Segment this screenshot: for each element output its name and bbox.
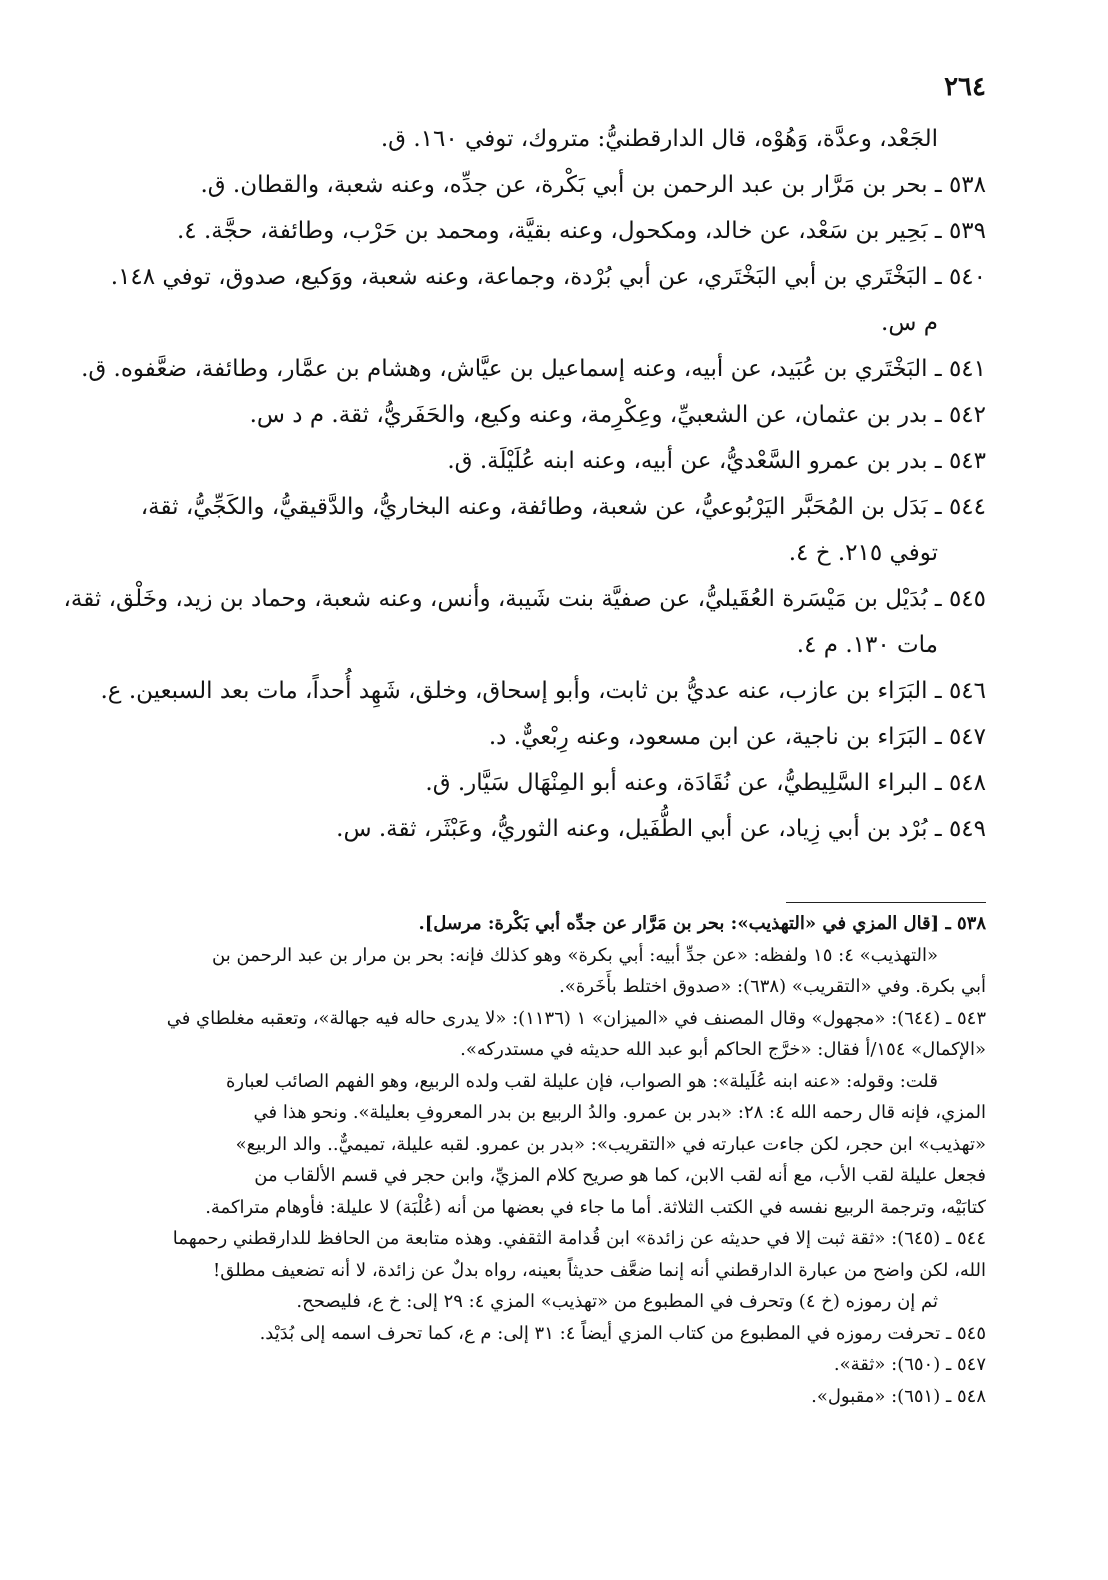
entry-line: ٥٤٢ ـ بدر بن عثمان، عن الشعبيِّ، وعِكْرِمة، وعنه وكيع، والحَفَريُّ، ثقة. م د س. (249, 402, 986, 428)
entry-line: الجَعْد، وعدَّة، وَهُوْه، قال الدارقطنيُّ: متروك، توفي ١٦٠. ق. (380, 126, 938, 152)
entry-line: ٥٤٩ ـ بُرْد بن أبي زِياد، عن أبي الطُّفَيل، وعنه الثوريُّ، وعَبْثَر، ثقة. س. (336, 816, 986, 842)
footnote-line: «التهذيب» ٤: ١٥ ولفظه: «عن جدِّ أبيه: أبي بكرة» وهو كذلك فإنه: بحر بن مرار بن عبد الرحمن بن (212, 944, 938, 966)
entry-line: ٥٤١ ـ البَخْتَري بن عُبَيد، عن أبيه، وعنه إسماعيل بن عيَّاش، وهشام بن عمَّار، وطائفة، ضعَّفوه. ق. (81, 356, 986, 382)
entry-line: ٥٤٠ ـ البَخْتَري بن أبي البَخْتَري، عن أبي بُرْدة، وجماعة، وعنه شعبة، ووَكيع، صدوق، توفي ١٤٨. (110, 264, 986, 290)
entry-line: توفي ٢١٥. خ ٤. (788, 540, 938, 566)
footnote-line: «تهذيب» ابن حجر، لكن جاءت عبارته في «التقريب»: «بدر بن عمرو. لقبه عليلة، تميميٌّ.. والد الربيع» (235, 1133, 986, 1155)
footnote-line: كتابَيْه، وترجمة الربيع نفسه في الكتب الثلاثة. أما ما جاء في بعضها من أنه (عُلْبَة) لا عليلة: فأوهام متراكمة. (205, 1196, 986, 1218)
footnote-line: ٥٤٨ ـ (٦٥١): «مقبول». (811, 1385, 986, 1407)
entry-line: ٥٣٨ ـ بحر بن مَرَّار بن عبد الرحمن بن أبي بَكْرة، عن جدِّه، وعنه شعبة، والقطان. ق. (200, 172, 986, 198)
entry-line: ٥٣٩ ـ بَحِير بن سَعْد، عن خالد، ومكحول، وعنه بقيَّة، ومحمد بن حَرْب، وطائفة، حجَّة. ٤. (176, 218, 986, 244)
footnote-line: ٥٤٤ ـ (٦٤٥): «ثقة ثبت إلا في حديثه عن زائدة» ابن قُدامة الثقفي. وهذه متابعة من الحافظ للدارقطني رحمهما (172, 1228, 986, 1249)
entry-line: ٥٤٤ ـ بَدَل بن المُحَبَّر اليَرْبُوعيُّ، عن شعبة، وطائفة، وعنه البخاريُّ، والدَّقيقيُّ، والكَجِّيُّ، ثقة، (140, 494, 986, 520)
footnote-line: المزي، فإنه قال رحمه الله ٤: ٢٨: «بدر بن عمرو. والدُ الربيع بن بدر المعروفِ بعليلة». ونحو هذا في (253, 1102, 986, 1123)
footnote-line: ٥٤٥ ـ تحرفت رموزه في المطبوع من كتاب المزي أيضاً ٤: ٣١ إلى: م ع، كما تحرف اسمه إلى بُدَيْد. (259, 1322, 986, 1344)
entry-line: ٥٤٥ ـ بُدَيْل بن مَيْسَرة العُقَيليُّ، عن صفيَّة بنت شَيبة، وأنس، وعنه شعبة، وحماد بن زيد، وخَلْق، ثقة، (63, 586, 986, 612)
footnote-line: قلت: وقوله: «عنه ابنه عُلَيلة»: هو الصواب، فإن عليلة لقب ولده الربيع، وهو الفهم الصائب لعبارة (225, 1070, 938, 1092)
entry-line: مات ١٣٠. م ٤. (796, 632, 938, 658)
footnote-line: ٥٤٧ ـ (٦٥٠): «ثقة». (833, 1354, 986, 1375)
footnotes (46, 908, 986, 1412)
entry-line: م س. (881, 310, 938, 336)
entry-line: ٥٤٧ ـ البَرَاء بن ناجية، عن ابن مسعود، وعنه رِبْعيٌّ. د. (488, 724, 986, 750)
footnote-line: الله، لكن واضح من عبارة الدارقطني أنه إنما ضعَّف حديثاً بعينه، رواه بدلٌ عن زائدة، لا أنه تضعيف مطلق! (213, 1259, 986, 1281)
footnote-line: ٥٤٣ ـ (٦٤٤): «مجهول» وقال المصنف في «الميزان» ١ (١١٣٦): «لا يدرى حاله فيه جهالة»، وتعقبه مغلطاي في (166, 1007, 986, 1029)
footnote-line: أبي بكرة. وفي «التقريب» (٦٣٨): «صدوق اختلط بأَخَرة». (559, 976, 986, 997)
main-text (46, 116, 986, 852)
footnote-line: ٥٣٨ ـ [قال المزي في «التهذيب»: بحر بن مَرَّار عن جدِّه أبي بَكْرة: مرسل]. (418, 913, 986, 934)
entry-line: ٥٤٦ ـ البَرَاء بن عازب، عنه عديُّ بن ثابت، وأبو إسحاق، وخلق، شَهِد أُحداً، مات بعد السبعين. ع. (100, 678, 986, 704)
footnote-line: فجعل عليلة لقب الأب، مع أنه لقب الابن، كما هو صريح كلام المزيِّ، وابن حجر في قسم الألقاب من (254, 1165, 986, 1186)
entry-line: ٥٤٨ ـ البراء السَّلِيطيُّ، عن نُقَادَة، وعنه أبو المِنْهَال سَيَّار. ق. (425, 770, 986, 796)
footnote-line: ثم إن رموزه (خ ٤) وتحرف في المطبوع من «تهذيب» المزي ٤: ٢٩ إلى: خ ع، فليصحح. (296, 1291, 938, 1312)
footnote-divider (786, 902, 986, 903)
entry-line: ٥٤٣ ـ بدر بن عمرو السَّعْديُّ، عن أبيه، وعنه ابنه عُلَيْلَة. ق. (447, 448, 986, 474)
footnote-line: «الإكمال» ١٥٤/أ فقال: «خرَّج الحاكم أبو عبد الله حديثه في مستدركه». (460, 1039, 986, 1060)
page-number: ٢٦٤ (944, 72, 986, 102)
